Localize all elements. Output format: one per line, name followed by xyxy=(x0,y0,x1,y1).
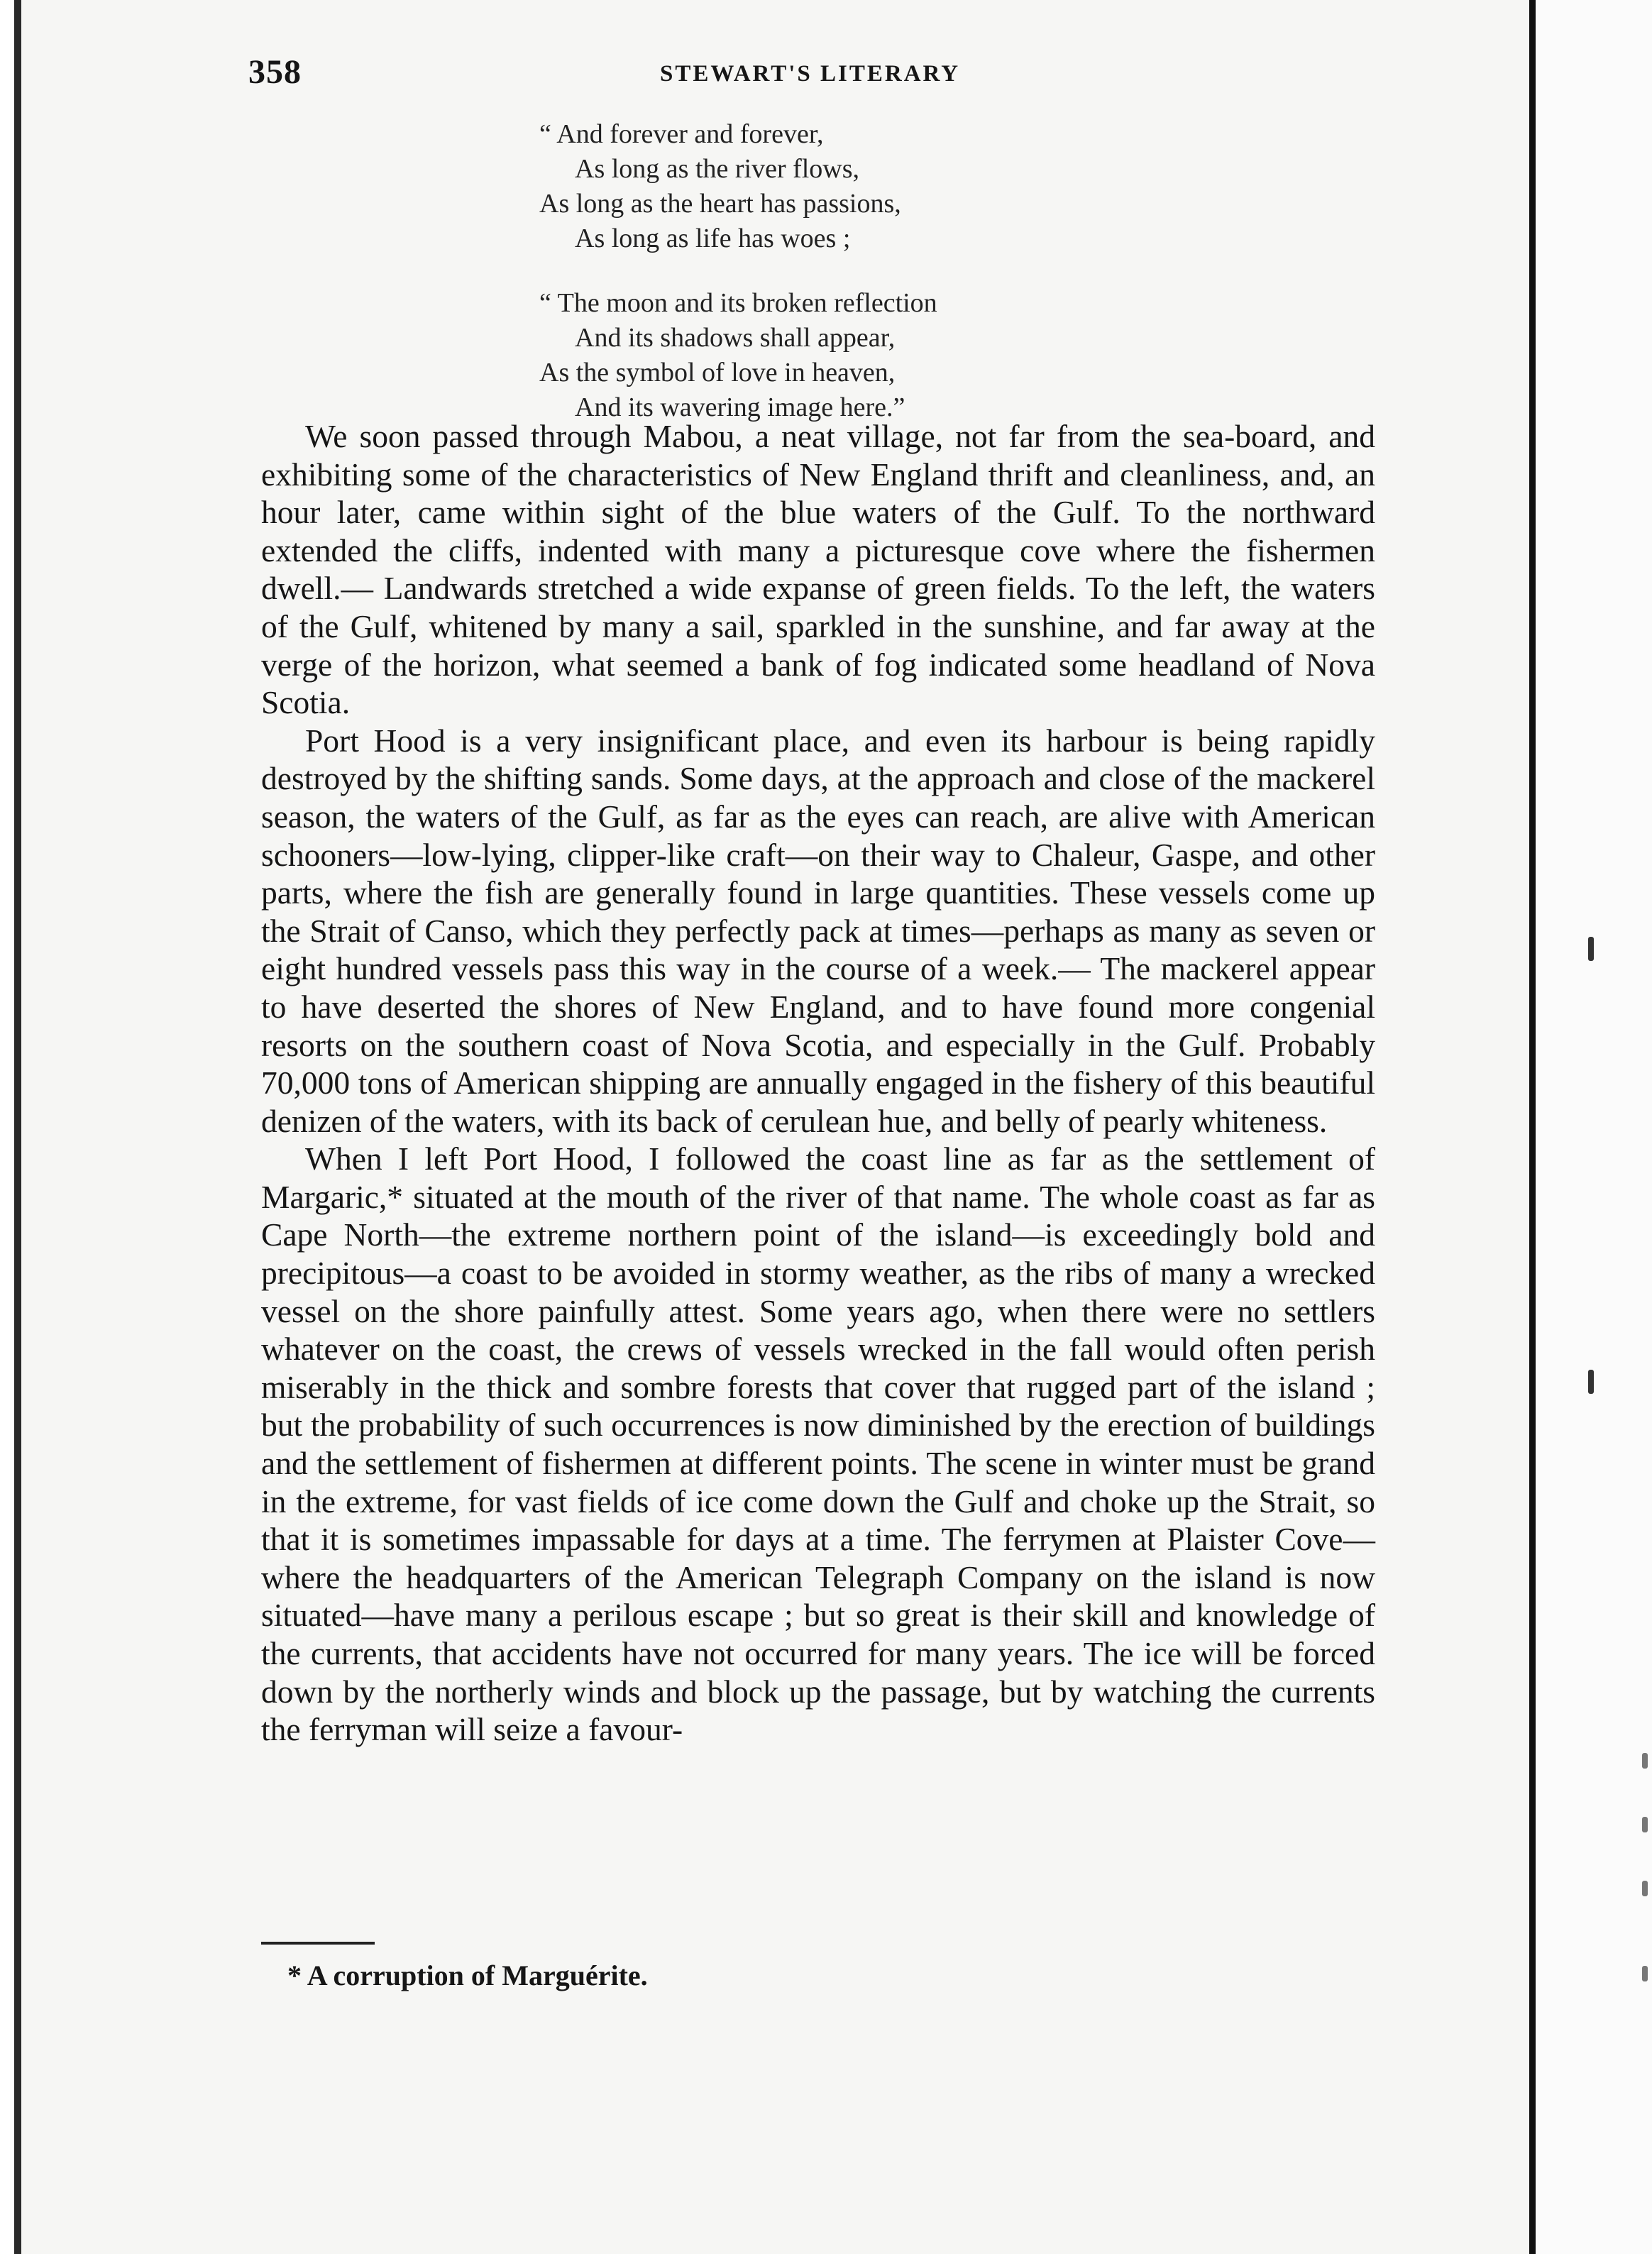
poem-line: As long as the heart has passions, xyxy=(539,189,901,219)
poem-line: As the symbol of love in heaven, xyxy=(539,358,896,387)
facing-page-mark xyxy=(1642,1753,1648,1769)
poem-line: As long as life has woes ; xyxy=(575,224,851,253)
poem-line: And its wavering image here.” xyxy=(575,392,905,422)
facing-page-mark xyxy=(1642,1817,1648,1832)
body-paragraph: When I left Port Hood, I followed the coast line as far as the settlement of Margaric,* situated at the mouth of the river of that name. The whole coast as far as Cape North—the extreme northern point of the island—is exceedingly bold and precipitous—a coast to be avoided in stormy weather, as the ribs of many a wrecked vessel on the shore painfully attest. Some years ago, when there were no settlers whatever on the coast, the crews of vessels wrecked in the fall would often perish miserably in the thick and sombre forests that cover that rugged part of the island ; but the probability of such occurrences is now diminished by the erection of buildings and the settlement of fishermen at different points. The scene in winter must be grand in the extreme, for vast fields of ice come down the Gulf and choke up the Strait, so that it is sometimes impassable for days at a time. The ferrymen at Plaister Cove— where the headquarters of the American Telegraph Company on the island is now situated—have many a perilous escape ; but so great is their skill and knowledge of the currents, that accidents have not occurred for many years. The ice will be forced down by the northerly winds and block up the passage, but by watching the currents the ferryman will seize a favour- xyxy=(261,1140,1375,1748)
page-number: 358 xyxy=(248,53,302,91)
poem-line: And its shadows shall appear, xyxy=(575,323,896,353)
body-paragraph: Port Hood is a very insignificant place, and even its harbour is being rapidly destroyed by the shifting sands. Some days, at the approach and close of the mackerel season, the waters of the Gulf, as far as the eyes can reach, are alive with American schooners—low-lying, clipper-like craft—on their way to Chaleur, Gaspe, and other parts, where the fish are generally found in large quantities. These vessels come up the Strait of Canso, which they perfectly pack at times—perhaps as many as seven or eight hundred vessels pass this way in the course of a week.— The mackerel appear to have deserted the shores of New England, and to have found more congenial resorts on the southern coast of Nova Scotia, and especially in the Gulf. Probably 70,000 tons of American shipping are annually engaged in the fishery of this beautiful denizen of the waters, with its back of cerulean hue, and belly of pearly whiteness. xyxy=(261,722,1375,1139)
facing-page-mark xyxy=(1642,1881,1648,1896)
facing-page-mark xyxy=(1588,937,1594,961)
footnote-rule xyxy=(261,1942,375,1945)
page-header xyxy=(248,53,1455,109)
binding-gutter xyxy=(1529,0,1536,2254)
running-head: STEWART'S LITERARY xyxy=(660,61,961,87)
poem-stanza xyxy=(539,117,1249,256)
poem-line: “ And forever and forever, xyxy=(539,119,824,149)
poem-stanza xyxy=(539,286,1249,425)
poem-line: As long as the river flows, xyxy=(575,154,860,184)
footnote: * A corruption of Marguérite. xyxy=(287,1959,648,1991)
poem-line: “ The moon and its broken reflection xyxy=(539,288,937,318)
poem-quotation xyxy=(539,117,1249,455)
facing-page-edge xyxy=(1536,0,1652,2254)
body-paragraph: We soon passed through Mabou, a neat village, not far from the sea-board, and exhibiting some of the characteristics of New England thrift and cleanliness, and, an hour later, came within sight of the blue waters of the Gulf. To the northward extended the cliffs, indented with many a picturesque cove where the fishermen dwell.— Landwards stretched a wide expanse of green fields. To the left, the waters of the Gulf, whitened by many a sail, sparkled in the sunshine, and far away at the verge of the horizon, what seemed a bank of fog indicated some headland of Nova Scotia. xyxy=(261,418,1375,721)
facing-page-mark xyxy=(1588,1370,1594,1394)
facing-page-mark xyxy=(1642,1966,1648,1981)
body-text xyxy=(261,417,1375,1749)
